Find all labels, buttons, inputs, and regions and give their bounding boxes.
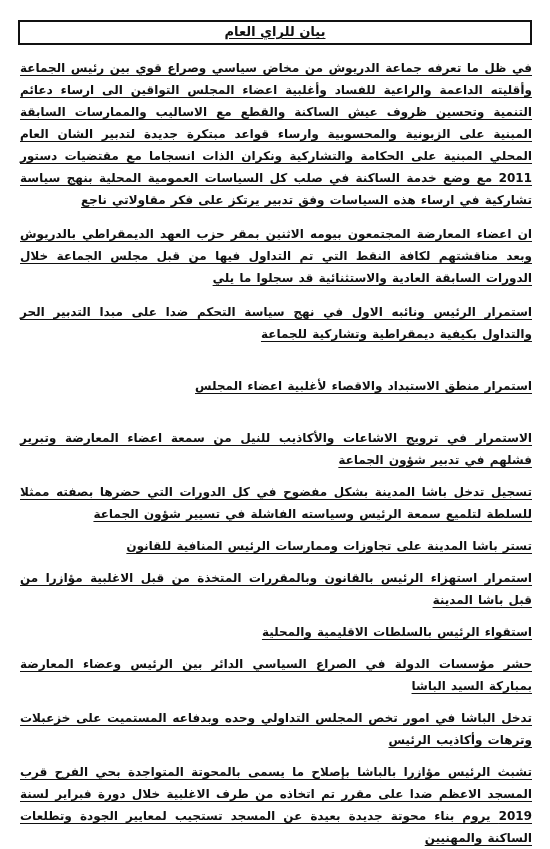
paragraph-context: في ظل ما تعرفه جماعة الدريوش من مخاض سياسي وصراع قوي بين رئيس الجماعة وأقليته الداعمة والراعية للفساد وأغلبية اعضاء المجلس التواقين الى ارساء دعائم التنمية وتحسين ظروف عيش الساكنة والقطع مع الاساليب والممارسات السابقة المبنية على الزبونية والمحسوبية وارساء قواعد مبتكرة جديدة لتدبير الشان العام المحلي المبنية على الحكامة والتشاركية ونكران الذات انسجاما مع مقتضيات دستور 2011 مع وضع خدمة الساكنة في صلب كل السياسات العمومية المحلية بنهج سياسة تشاركية في ارساء هذه السياسات وفق تدبير يرتكز على فكر مقاولاتي ناجع bbox=[20, 61, 532, 207]
document-title: بيان للراي العام bbox=[224, 25, 326, 40]
point-slaughterhouse: تشبث الرئيس مؤازرا بالباشا بإصلاح ما يسمى بالمحوتة المتواجدة بحي الفرح قرب المسجد الاعظم ضدا على مقرر تم اتخاذه من طرف الاغلبية خلال دورة فبراير لسنة 2019 يروم بناء محوتة جديدة بعيدة عن المسجد تستجيب لمعايير الجودة وتطلعات الساكنة والمهنيين bbox=[20, 765, 532, 845]
point-pasha-council: تدخل الباشا في امور تخص المجلس التداولي وحده وبدفاعه المستميت على خزعبلات وترهات وأكاذيب الرئيس bbox=[20, 711, 532, 747]
point-law-mockery: استمرار استهزاء الرئيس بالقانون وبالمقررات المتخذة من قبل الاغلبية مؤازرا من قبل باشا المدينة bbox=[20, 571, 532, 607]
point-pasha-intervention: تسجيل تدخل باشا المدينة بشكل مفضوح في كل الدورات التي حضرها بصفته ممثلا للسلطة لتلميع سمعة الرئيس وسياسته الفاشلة في تسيير شؤون الجماعة bbox=[20, 485, 532, 521]
title-box bbox=[18, 20, 532, 45]
point-rumors: الاستمرار في ترويج الاشاعات والأكاذيب للنيل من سمعة اعضاء المعارضة وتبرير فشلهم في تدبير شؤون الجماعة bbox=[20, 431, 532, 467]
point-authoritarianism: استمرار منطق الاستبداد والاقصاء لأغلبية اعضاء المجلس bbox=[195, 379, 532, 393]
point-authorities-support: استقواء الرئيس بالسلطات الاقليمية والمحلية bbox=[261, 625, 532, 639]
paragraph-observations-intro: ان اعضاء المعارضة المجتمعون بيومه الاثنين بمقر حزب العهد الديمقراطي بالدريوش وبعد مناقشتهم لكافة النقط التي تم التداول فيها من قبل مجلس الجماعة خلال الدورات السابقة العادية والاستثنائية قد سجلوا ما يلي bbox=[20, 227, 532, 285]
point-state-institutions: حشر مؤسسات الدولة في الصراع السياسي الدائر بين الرئيس وعضاء المعارضة بمباركة السيد الباشا bbox=[20, 657, 532, 693]
point-pasha-cover: تستر باشا المدينة على تجاوزات وممارسات الرئيس المنافية للقانون bbox=[126, 539, 532, 553]
point-control-policy: استمرار الرئيس ونائبه الاول في نهج سياسة التحكم ضدا على مبدا التدبير الحر والتداول بكيفية ديمقراطية وتشاركية للجماعة bbox=[20, 305, 532, 341]
statement-body bbox=[20, 57, 532, 849]
